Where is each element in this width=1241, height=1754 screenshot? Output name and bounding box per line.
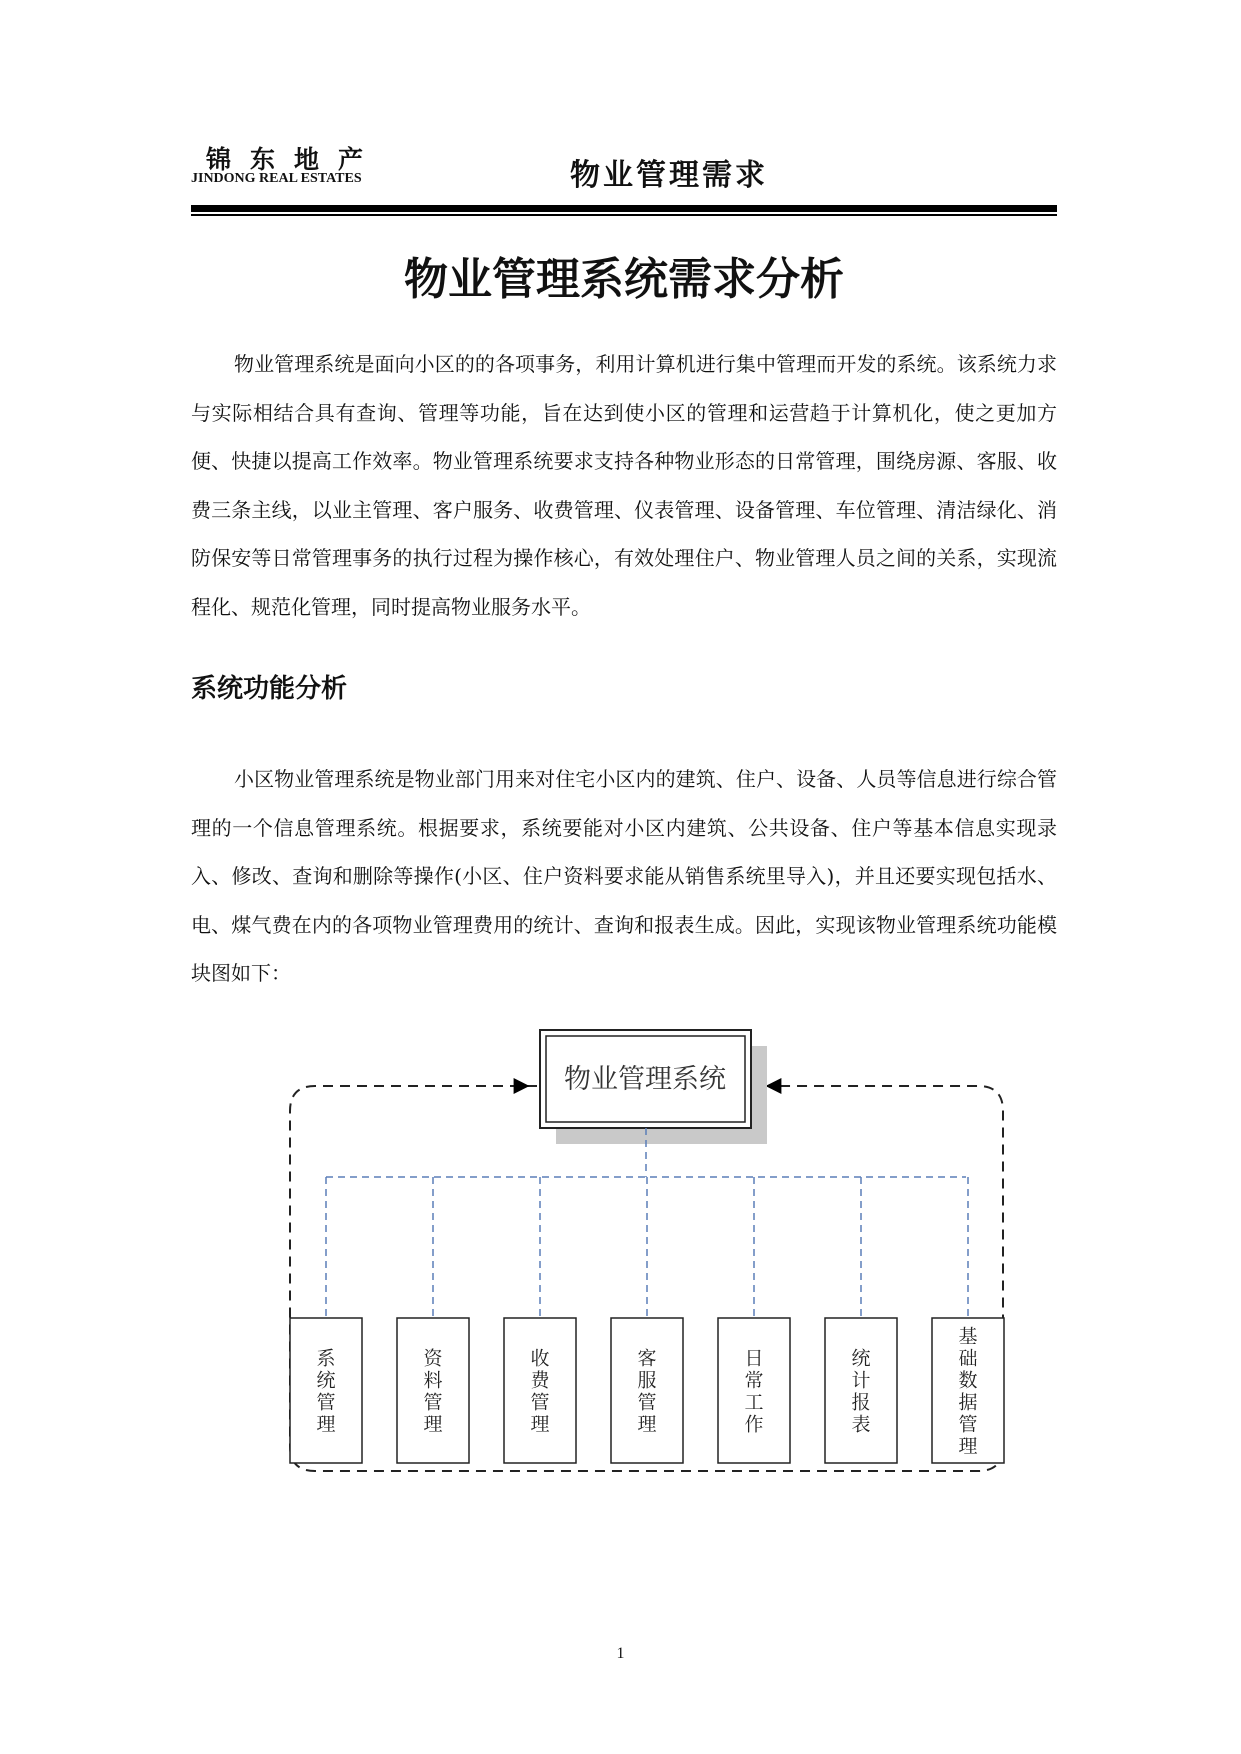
module-label: 统计报表 [851, 1347, 871, 1436]
module-diagram [282, 1027, 1012, 1487]
company-name-cn: 锦东地产 [206, 145, 383, 174]
header-rule-thick [191, 205, 1057, 212]
module-label: 基础数据管理 [958, 1325, 978, 1458]
module-label: 客服管理 [637, 1347, 657, 1436]
intro-paragraph: 物业管理系统是面向小区的的各项事务，利用计算机进行集中管理而开发的系统。该系统力求与实际相结合具有查询、管理等功能，旨在达到使小区的管理和运营趋于计算机化，使之更加方便、快捷以提高工作效率。物业管理系统要求支持各种物业形态的日常管理，围绕房源、客服、收费三条主线，以业主管理、客户服务、收费管理、仪表管理、设备管理、车位管理、清洁绿化、消防保安等日常管理事务的执行过程为操作核心，有效处理住户、物业管理人员之间的关系，实现流程化、规范化管理，同时提高物业服务水平。 [191, 352, 1057, 619]
root-label: 物业管理系统 [564, 1064, 726, 1095]
module-boxes [290, 1318, 1004, 1463]
module-label: 收费管理 [530, 1347, 550, 1436]
company-name-en: JINDONG REAL ESTATES [191, 171, 362, 186]
module-label: 系统管理 [316, 1347, 336, 1436]
drop-lines [326, 1177, 968, 1318]
header-doc-type: 物业管理需求 [570, 158, 768, 193]
document-title: 物业管理系统需求分析 [404, 254, 844, 305]
module-label: 日常工作 [744, 1347, 764, 1436]
module-label: 资料管理 [423, 1347, 443, 1436]
section-heading: 系统功能分析 [191, 674, 348, 704]
section-paragraph: 小区物业管理系统是物业部门用来对住宅小区内的建筑、住户、设备、人员等信息进行综合管理的一个信息管理系统。根据要求，系统要能对小区内建筑、公共设备、住户等基本信息实现录入、修改、查询和删除等操作(小区、住户资料要求能从销售系统里导入)，并且还要实现包括水、电、煤气费在内的各项物业管理费用的统计、查询和报表生成。因此，实现该物业管理系统功能模块图如下： [191, 767, 1057, 985]
page-number: 1 [616, 1645, 625, 1662]
header-rule-thin [191, 214, 1057, 216]
